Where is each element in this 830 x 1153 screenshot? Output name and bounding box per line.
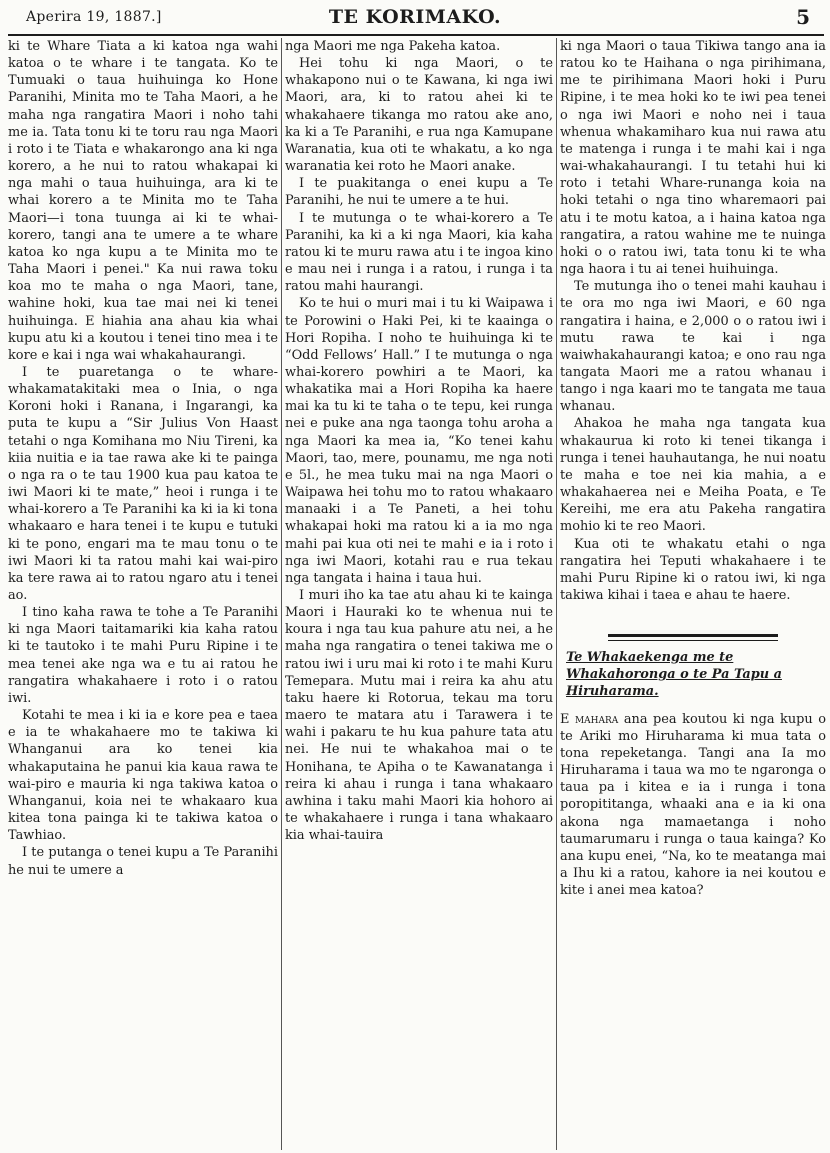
lead-in: E mahara bbox=[560, 711, 619, 727]
column-divider bbox=[556, 38, 557, 1150]
paragraph: ki te Whare Tiata a ki katoa nga wahi katoa o te whare i te tangata. Ko te Tumuaki o taua huihuinga ko Hone Paranihi, Minita mo te Taha Maori, a he maha nga rangatira Maori i noho tahi me ia. Tata tonu ki te toru rau nga Maori i roto i te Tiata e whakarongo ana ki nga korero, a he nui to ratou whakapai ki nga mahi o taua huihuinga, ara ki te whai korero a te Minita mo te Taha Maori—i tona tuunga ai ki te whai-korero, tangi ana te umere a te whare katoa ko nga kupu a te Minita mo te Taha Maori i penei." Ka nui rawa toku koa mo te maha o nga Maori, tane, wahine hoki, kua tae mai nei ki tenei huihuinga. E hiahia ana ahau kia whai kupu atu ki a koutou i tenei tino mea i te kore e kai i nga wai whakahaurangi. bbox=[8, 39, 278, 363]
column-3 bbox=[560, 38, 826, 1150]
paragraph: I tino kaha rawa te tohe a Te Paranihi ki nga Maori taitamariki kia kaha ratou ki te tautoko i te mahi Puru Ripine i te mea tenei ake nga wa e tu ai ratou he rangatira whakahaere i roto i o ratou iwi. bbox=[8, 605, 278, 706]
paragraph: Ahakoa he maha nga tangata kua whakaurua ki roto ki tenei tikanga i runga i tenei hauhautanga, he nui noatu te maha e toe nei kia mahia, a e whakahaerea nei e Meiha Poata, e Te Kereihi, me era atu Pakeha rangatira mohio ki te reo Maori. bbox=[560, 416, 826, 535]
paragraph bbox=[560, 711, 826, 900]
paragraph: I te puaretanga o te whare-whakamatakitaki mea o Inia, o nga Koroni hoki i Ranana, i Ingarangi, ka puta te kupu a “Sir Julius Von Haast tetahi o nga Komihana mo Niu Tireni, ka kiia nuitia e ia tae rawa ake ki te painga o nga ra o te tau 1900 kua pau katoa te iwi Maori ki te mate,” heoi i runga i te whai-korero a Te Paranihi ka ki ia ki tona whakaaro e hara tenei i te kupu e tutuki ki te pono, engari ma te mau tonu o te iwi Maori ki ta ratou mahi kai wai-piro ka tere rawa ai to ratou ngaro atu i tenei ao. bbox=[8, 364, 278, 603]
article-heading: Te Whakaekenga me te Whakahoronga o te Pa Tapu a Hiruharama. bbox=[566, 650, 782, 700]
header-rule bbox=[8, 34, 824, 36]
section-separator bbox=[560, 634, 826, 641]
paragraph: I muri iho ka tae atu ahau ki te kainga Maori i Hauraki ko te whenua nui te koura i nga tau kua pahure atu nei, a he maha nga rangatira o tenei takiwa me o ratou iwi i uru mai ki roto i te mahi Kuru Temepara. Mutu mai i reira ka ahu atu taku haere ki Rotorua, tekau ma toru maero te matara atu i Tarawera i te wahi i pakaru te hu kua pahure tata atu nei. He nui te whakahoa mai o te Honihana, te Apiha o te Kawanatanga i reira ki ahau i runga i tana whakaaro awhina i taku mahi Maori kia hohoro ai te whakahaere i runga i tana whakaaro kia whai-tauira bbox=[285, 588, 553, 844]
paragraph: Kua oti te whakatu etahi o nga rangatira hei Teputi whakahaere i te mahi Puru Ripine ki o ratou iwi, ki nga takiwa kihai i taea e ahau te haere. bbox=[560, 536, 826, 603]
paragraph: I te mutunga o te whai-korero a Te Paranihi, ka ki a ki nga Maori, kia kaha ratou ki te muru rawa atu i te ingoa kino e mau nei i runga i a ratou, i runga i ta ratou mahi haurangi. bbox=[285, 210, 553, 295]
masthead bbox=[0, 0, 830, 34]
column-2 bbox=[285, 38, 553, 1150]
page-number: 5 bbox=[796, 5, 810, 29]
paragraph: Ko te hui o muri mai i tu ki Waipawa i te Porowini o Haki Pei, ki te kaainga o Hori Ropiha. I noho te huihuinga ki te “Odd Fellows’ Hall.” I te mutunga o nga whai-korero powhiri a te Maori, ka whakatika mai a Hori Ropiha ka haere mai ka tu ki te taha o te tepu, kei runga nei e puke ana nga taonga tohu aroha a nga Maori ka mea ia, “Ko tenei kahu Maori, tao, mere, pounamu, me nga noti e 5l., he mea tuku mai na nga Maori o Waipawa hei tohu mo to ratou whakaaro manaaki i a Te Paneti, a hei tohu whakapai hoki ma ratou ki a ia mo nga mahi pai kua oti nei te mahi e ia i roto i nga iwi Maori, kotahi rau e rua tekau nga tangata i haina i taua hui. bbox=[285, 296, 553, 586]
paragraph-body: ana pea koutou ki nga kupu o te Ariki mo Hiruharama ki mua tata o tona repeketanga. Tangi ana Ia mo Hiruharama i taua wa mo te ngaronga o taua pa i kitea e ia i runga i tona poropititanga, whaaki ana e ia ki ona akona nga mamaetanga i noho taumarumaru i runga o taua kainga? Ko ana kupu enei, “Na, ko te meatanga mai a Ihu ki a ratou, kahore ia nei koutou e kite i anei mea katoa? bbox=[560, 711, 826, 899]
paragraph: Te mutunga iho o tenei mahi kauhau i te ora mo nga iwi Maori, e 60 nga rangatira i haina, e 2,000 o o ratou iwi i mutu rawa te kai i nga waiwhakahaurangi katoa; e ono rau nga tangata Maori me a ratou whanau i tango i nga kaari mo te tangata me taua whanau. bbox=[560, 279, 826, 415]
newspaper-title: TE KORIMAKO. bbox=[328, 6, 502, 28]
paragraph: ki nga Maori o taua Tikiwa tango ana ia ratou ko te Haihana o nga pirihimana, me te pirihimana Maori hoki i Puru Ripine, i te mea hoki ko te iwi pea tenei o nga iwi Maori e noho nei i taua whenua whakamiharo kua nui rawa atu te matenga i runga i te mahi kai i nga wai-whakahaurangi. I tu tetahi hui ki roto i tetahi Whare-runanga koia na hoki tetahi o nga tino wharemaori pai atu i te motu katoa, a i haina katoa nga rangatira, a ratou wahine me te nuinga hoki o o ratou iwi, tata tonu ki te wha nga haora i tu ai tenei huihuinga. bbox=[560, 39, 826, 278]
column-divider bbox=[281, 38, 282, 1150]
paragraph: Hei tohu ki nga Maori, o te whakapono nui o te Kawana, ki nga iwi Maori, ara, ki to ratou ahei ki te whakahaere tikanga mo ratou ake ano, ka ki a Te Paranihi, e rua nga Kamupane Waranatia, kua oti te whakatu, a ko nga waranatia kei roto he Maori anake. bbox=[285, 56, 553, 175]
issue-date: Aperira 19, 1887.] bbox=[26, 9, 162, 25]
paragraph: Kotahi te mea i ki ia e kore pea e taea e ia te whakahaere mo te takiwa ki Whanganui ara ko tenei kia whakaputaina he panui kia kaua rawa te wai-piro e mauria ki nga takiwa katoa o Whanganui, koia nei te whakaaro kua kitea tona painga ki te takiwa katoa o Tawhiao. bbox=[8, 708, 278, 844]
column-1 bbox=[8, 38, 278, 1150]
paragraph: nga Maori me nga Pakeha katoa. bbox=[285, 39, 501, 54]
paragraph: I te puakitanga o enei kupu a Te Paranihi, he nui te umere a te hui. bbox=[285, 176, 553, 209]
paragraph: I te putanga o tenei kupu a Te Paranihi he nui te umere a bbox=[8, 845, 278, 878]
